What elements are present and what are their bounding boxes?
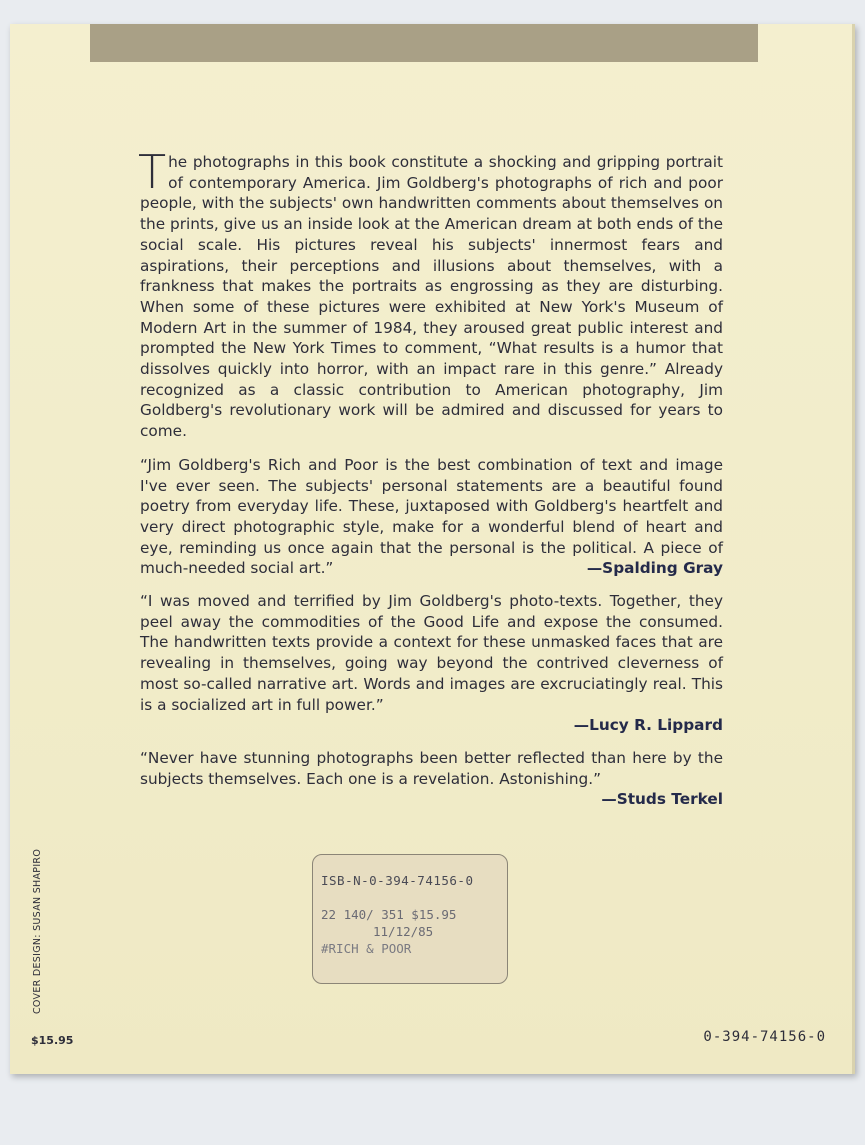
- book-description: [138, 145, 723, 442]
- isbn-number: 0-394-74156-0: [703, 1029, 826, 1045]
- sticker-date: 11/12/85: [373, 924, 434, 939]
- cover-price: $15.95: [31, 1034, 74, 1047]
- blurb-attribution: —Spalding Gray: [586, 559, 723, 578]
- price-sticker: [312, 854, 508, 984]
- blurb-text: “I was moved and terrified by Jim Goldberg's photo-texts. Together, they peel away the commodities of the Good Life and expose the consumed. The handwritten texts provide a context for these unmasked faces that are revealing in themselves, going way beyond the contrived cleverness of most so-called narrative art. Words and images are excruciatingly real. This is a socialized art in full power.”: [140, 592, 723, 714]
- top-color-band: [90, 24, 758, 62]
- drop-cap: T: [138, 145, 167, 199]
- blurb-text: “Jim Goldberg's Rich and Poor is the best combination of text and image I've ever seen. The subjects' personal statements are a beautiful found poetry from everyday life. These, juxtaposed with Goldberg's heartfelt and very direct photographic style, make for a wonderful blend of heart and eye, reminding us once again that the personal is the political. A piece of much-needed social art.”: [140, 455, 723, 578]
- blurb-lucy-lippard: [140, 591, 723, 715]
- blurb-text: “Never have stunning photographs been better reflected than here by the subjects themselves. Each one is a revelation. Astonishing.”: [140, 748, 723, 788]
- blurb-attribution: —Studs Terkel: [601, 790, 723, 809]
- blurb-studs-terkel: [140, 748, 723, 789]
- book-back-cover: [10, 24, 855, 1074]
- sticker-isbn: ISB-N-0-394-74156-0: [321, 873, 474, 888]
- description-text: he photographs in this book constitute a shocking and gripping portrait of contemporary America. Jim Goldberg's photographs of rich and poor people, with the subjects' own handwritten comments about themselves on the prints, give us an inside look at the American dream at both ends of the social scale. His pictures reveal his subjects' innermost fears and aspirations, their perceptions and illusions about themselves, with a frankness that makes the portraits as engrossing as they are disturbing. When some of these pictures were exhibited at New York's Museum of Modern Art in the summer of 1984, they aroused great public interest and prompted the New York Times to comment, “What results is a humor that dissolves quickly into horror, with an impact rare in this genre.” Already recognized as a classic contribution to American photography, Jim Goldberg's revolutionary work will be admired and discussed for years to come.: [140, 153, 723, 441]
- blurb-spalding-gray: [140, 455, 723, 579]
- blurb-attribution: —Lucy R. Lippard: [573, 716, 723, 735]
- cover-design-credit: COVER DESIGN: SUSAN SHAPIRO: [32, 848, 43, 1014]
- sticker-title: #RICH & POOR: [321, 941, 412, 956]
- sticker-code-price: 22 140/ 351 $15.95: [321, 907, 457, 922]
- cover-text-block: [138, 145, 723, 810]
